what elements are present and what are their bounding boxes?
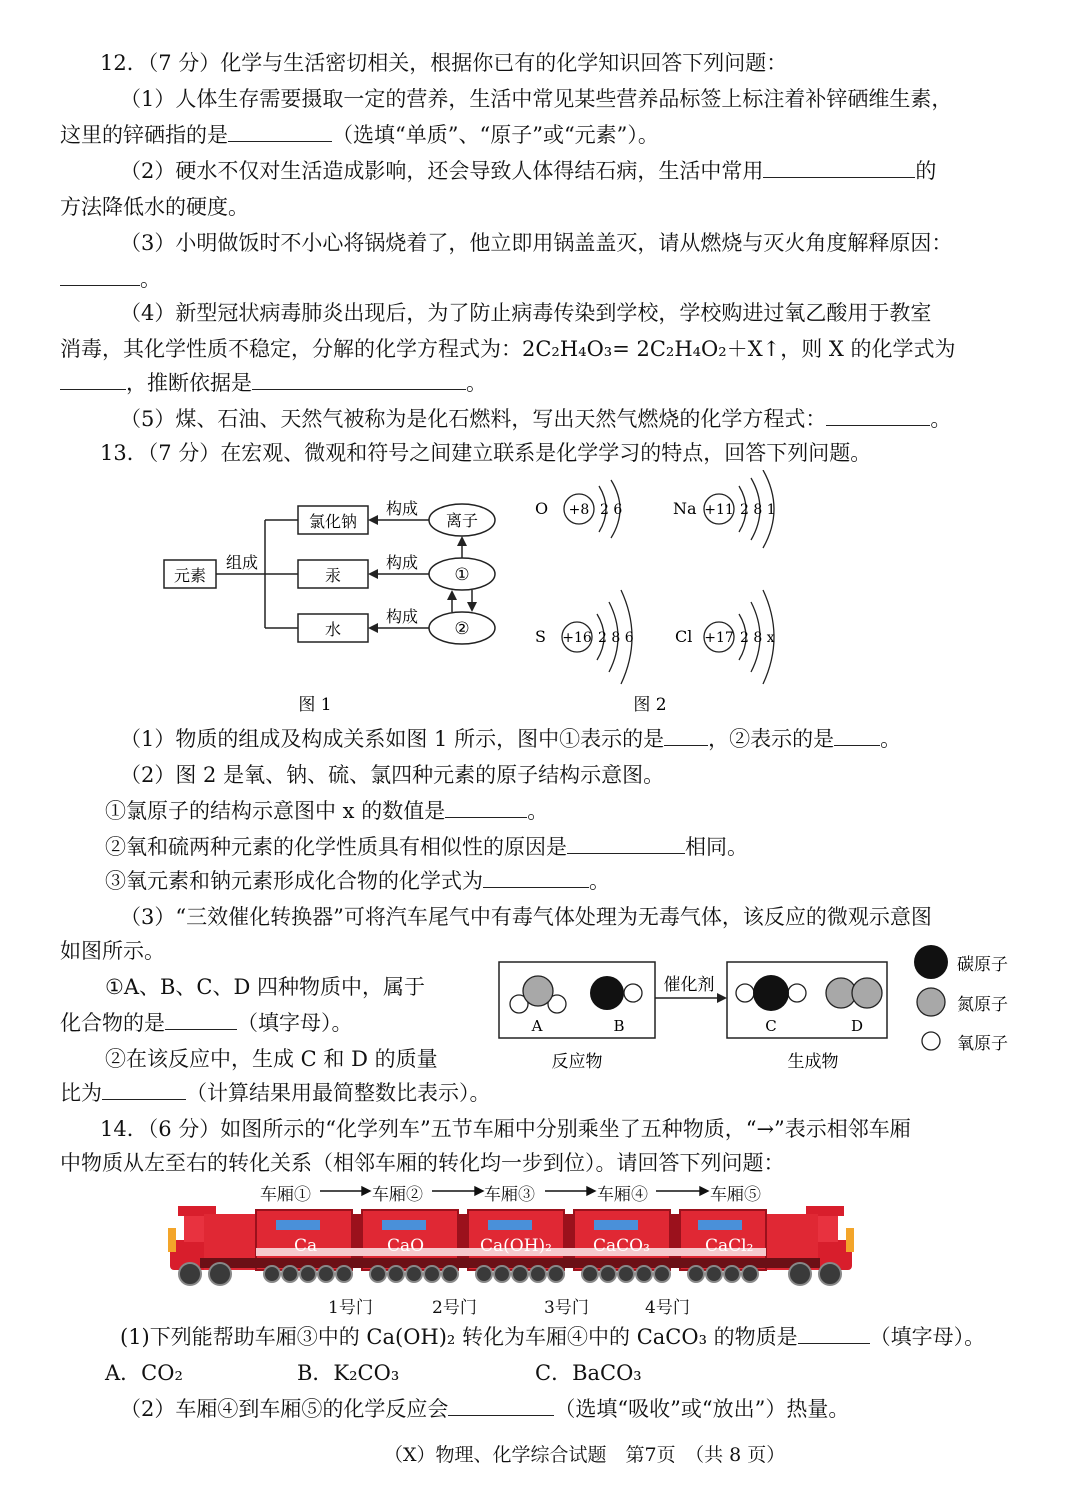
q13-p1-c: 。 (880, 727, 902, 751)
reactants-caption: 反应物 (551, 1052, 603, 1072)
q12-p1b-pre: 这里的锌硒指的是 (60, 123, 228, 147)
answer-blank[interactable] (763, 157, 915, 178)
q13-p3-2a: ②在该反应中，生成 C 和 D 的质量 (105, 1047, 438, 1071)
car-label-4: 车厢④ (597, 1185, 648, 1205)
car-label-2: 车厢② (372, 1185, 423, 1205)
q12-p4c-mid: ，推断依据是 (126, 371, 252, 395)
nitrogen-legend-label: 氮原子 (957, 995, 1008, 1015)
door-label-1: 1号门 (328, 1298, 373, 1318)
q12-p3b (60, 264, 161, 294)
q13-p2-2 (105, 832, 748, 862)
q14-p2 (120, 1394, 849, 1424)
car-substance-3: Ca(OH)₂ (480, 1236, 552, 1256)
na-electrons: 2 8 1 (740, 502, 776, 518)
q12-p1b-post: （选填“单质”、“原子”或“元素”）。 (332, 123, 659, 147)
compose-label: 组成 (225, 553, 259, 572)
car-substance-2: CaO (387, 1236, 425, 1256)
na-nucleus: +11 (704, 502, 734, 518)
element-label: 元素 (173, 566, 207, 585)
q14-p2-pre: （2）车厢④到车厢⑤的化学反应会 (120, 1397, 449, 1421)
q12-p4a: （4）新型冠状病毒肺炎出现后，为了防止病毒传染到学校，学校购进过氧乙酸用于教室 (120, 301, 932, 325)
sodium-atom-diagram (673, 470, 776, 548)
cl-symbol: Cl (675, 627, 693, 646)
label-b: B (613, 1017, 625, 1035)
figure-1-diagram (150, 490, 520, 720)
q14-p1 (120, 1322, 985, 1352)
circle1-label: ① (454, 565, 470, 585)
carbon-legend-icon (914, 945, 948, 979)
figure-2-caption: 图 2 (633, 695, 667, 715)
car-substance-4: CaCO₃ (593, 1236, 650, 1256)
page-footer: （X）物理、化学综合试题 第7页 （共 8 页） (384, 1444, 786, 1466)
answer-blank[interactable] (483, 867, 589, 888)
nacl-label: 氯化钠 (308, 512, 358, 531)
q12-p1a: （1）人体生存需要摄取一定的营养，生活中常见某些营养品标签上标注着补锌硒维生素， (120, 87, 953, 111)
q13-p2: （2）图 2 是氧、钠、硫、氯四种元素的原子结构示意图。 (120, 763, 665, 787)
label-d: D (850, 1017, 864, 1035)
q13-p2-1 (105, 796, 548, 826)
q13-p1-a: （1）物质的组成及构成关系如图 1 所示，图中①表示的是 (120, 727, 665, 751)
q13-p2-3-post: 。 (589, 869, 610, 893)
answer-blank[interactable] (60, 265, 140, 286)
car-label-1: 车厢① (260, 1185, 311, 1205)
q14-options (105, 1358, 642, 1388)
catalyst-label: 催化剂 (663, 975, 715, 995)
q13-p2-3-pre: ③氧元素和钠元素形成化合物的化学式为 (105, 869, 483, 893)
o-symbol: O (535, 499, 549, 518)
answer-blank[interactable] (834, 725, 880, 746)
cl-electrons: 2 8 x (740, 630, 775, 646)
products-caption: 生成物 (787, 1052, 839, 1072)
answer-blank[interactable] (826, 405, 930, 426)
door-label-2: 2号门 (432, 1298, 477, 1318)
answer-blank[interactable] (165, 1009, 237, 1030)
car-label-5: 车厢⑤ (710, 1185, 761, 1205)
option-b[interactable]: B．K₂CO₃ (297, 1361, 400, 1385)
q13-p3-2b-pre: 比为 (60, 1081, 102, 1105)
answer-blank[interactable] (798, 1323, 870, 1344)
water-label: 水 (324, 620, 342, 639)
q13-p2-2-pre: ②氧和硫两种元素的化学性质具有相似性的原因是 (105, 835, 567, 859)
q13-p2-3 (105, 866, 610, 896)
q12-p2a-pre: （2）硬水不仅对生活造成影响，还会导致人体得结石病，生活中常用 (120, 159, 764, 183)
q12-p2b: 方法降低水的硬度。 (60, 195, 249, 219)
q13-p3-1b (60, 1008, 353, 1038)
door-label-3: 3号门 (544, 1298, 589, 1318)
oxygen-atom-diagram (535, 480, 622, 538)
q13-p3-2b (60, 1078, 491, 1108)
q12-p2a-post: 的 (915, 159, 937, 183)
chlorine-atom-diagram (675, 590, 775, 684)
figure-2-atom-diagrams (525, 470, 805, 720)
cl-nucleus: +17 (704, 630, 734, 646)
answer-blank[interactable] (228, 121, 332, 142)
q14-title: 14．（6 分）如图所示的“化学列车”五节车厢中分别乘坐了五种物质，“→”表示相邻车厢 (100, 1117, 911, 1141)
oxygen-legend-label: 氧原子 (957, 1034, 1008, 1054)
q14-p1-post: （填字母）。 (869, 1325, 986, 1349)
q12-p5 (120, 404, 951, 434)
answer-blank[interactable] (60, 369, 126, 390)
car-substance-1: Ca (294, 1236, 318, 1256)
q12-p1b (60, 120, 659, 150)
make-label-2: 构成 (385, 553, 419, 572)
train-drawing (160, 1180, 870, 1290)
answer-blank[interactable] (664, 725, 708, 746)
q12-p5-post: 。 (930, 407, 952, 431)
q13-p3b: 如图所示。 (60, 939, 165, 963)
answer-blank[interactable] (567, 833, 685, 854)
reaction-diagram (495, 940, 1035, 1080)
q13-p2-2-post: 相同。 (685, 835, 748, 859)
answer-blank[interactable] (252, 369, 466, 390)
q12-p4c (60, 368, 487, 398)
oxygen-legend-icon (922, 1032, 940, 1050)
q14-p2-post: （选填“吸收”或“放出”）热量。 (554, 1397, 850, 1421)
s-nucleus: +16 (562, 630, 592, 646)
q12-p3b-post: 。 (140, 267, 161, 291)
sulfur-atom-diagram (535, 590, 634, 684)
q13-p1 (120, 724, 901, 754)
carbon-legend-label: 碳原子 (957, 955, 1008, 975)
option-c[interactable]: C．BaCO₃ (535, 1361, 642, 1385)
q12-p2a (120, 156, 936, 186)
make-label-3: 构成 (385, 607, 419, 626)
circle2-label: ② (454, 619, 470, 639)
q13-p3-1b-post: （填字母）。 (237, 1011, 353, 1035)
hg-label: 汞 (324, 566, 342, 585)
car-substance-5: CaCl₂ (705, 1236, 754, 1256)
label-a: A (531, 1017, 543, 1035)
q13-p3-1a: ①A、B、C、D 四种物质中，属于 (105, 975, 426, 999)
q13-p2-1-pre: ①氯原子的结构示意图中 x 的数值是 (105, 799, 446, 823)
s-symbol: S (535, 627, 546, 646)
q14-p1-pre: (1)下列能帮助车厢③中的 Ca(OH)₂ 转化为车厢④中的 CaCO₃ 的物质是 (120, 1325, 798, 1349)
label-c: C (765, 1017, 777, 1035)
s-electrons: 2 8 6 (598, 630, 634, 646)
q12-p3a: （3）小明做饭时不小心将锅烧着了，他立即用锅盖盖灭，请从燃烧与灭火角度解释原因： (120, 231, 953, 255)
q13-p3-1b-pre: 化合物的是 (60, 1011, 165, 1035)
door-label-4: 4号门 (645, 1298, 690, 1318)
q13-p2-1-post: 。 (527, 799, 549, 823)
option-a[interactable]: A．CO₂ (105, 1361, 183, 1385)
q12-p5-pre: （5）煤、石油、天然气被称为是化石燃料，写出天然气燃烧的化学方程式： (120, 407, 827, 431)
o-electrons: 2 6 (600, 502, 623, 518)
answer-blank[interactable] (102, 1079, 186, 1100)
nitrogen-legend-icon (917, 988, 945, 1016)
answer-blank[interactable] (445, 797, 527, 818)
ion-label: 离子 (445, 511, 479, 530)
q12-p4b: 消毒，其化学性质不稳定，分解的化学方程式为：2C₂H₄O₃= 2C₂H₄O₂＋X↑，则 X 的化学式为 (60, 337, 956, 361)
make-label-1: 构成 (385, 499, 419, 518)
q14-line2: 中物质从左至右的转化关系（相邻车厢的转化均一步到位）。请回答下列问题： (60, 1151, 785, 1175)
car-label-3: 车厢③ (484, 1185, 535, 1205)
q12-title: 12．（7 分）化学与生活密切相关，根据你已有的化学知识回答下列问题： (100, 51, 788, 75)
q13-p1-b: ，②表示的是 (708, 727, 835, 751)
o-nucleus: +8 (568, 502, 590, 518)
q13-p3-2b-post: （计算结果用最简整数比表示）。 (186, 1081, 491, 1105)
q13-p3a: （3）“三效催化转换器”可将汽车尾气中有毒气体处理为无毒气体，该反应的微观示意图 (120, 905, 932, 929)
q12-p4c-post: 。 (466, 371, 487, 395)
answer-blank[interactable] (448, 1395, 554, 1416)
figure-1-caption: 图 1 (298, 695, 332, 715)
na-symbol: Na (673, 499, 697, 518)
q13-title: 13．（7 分）在宏观、微观和符号之间建立联系是化学学习的特点，回答下列问题。 (100, 441, 872, 465)
